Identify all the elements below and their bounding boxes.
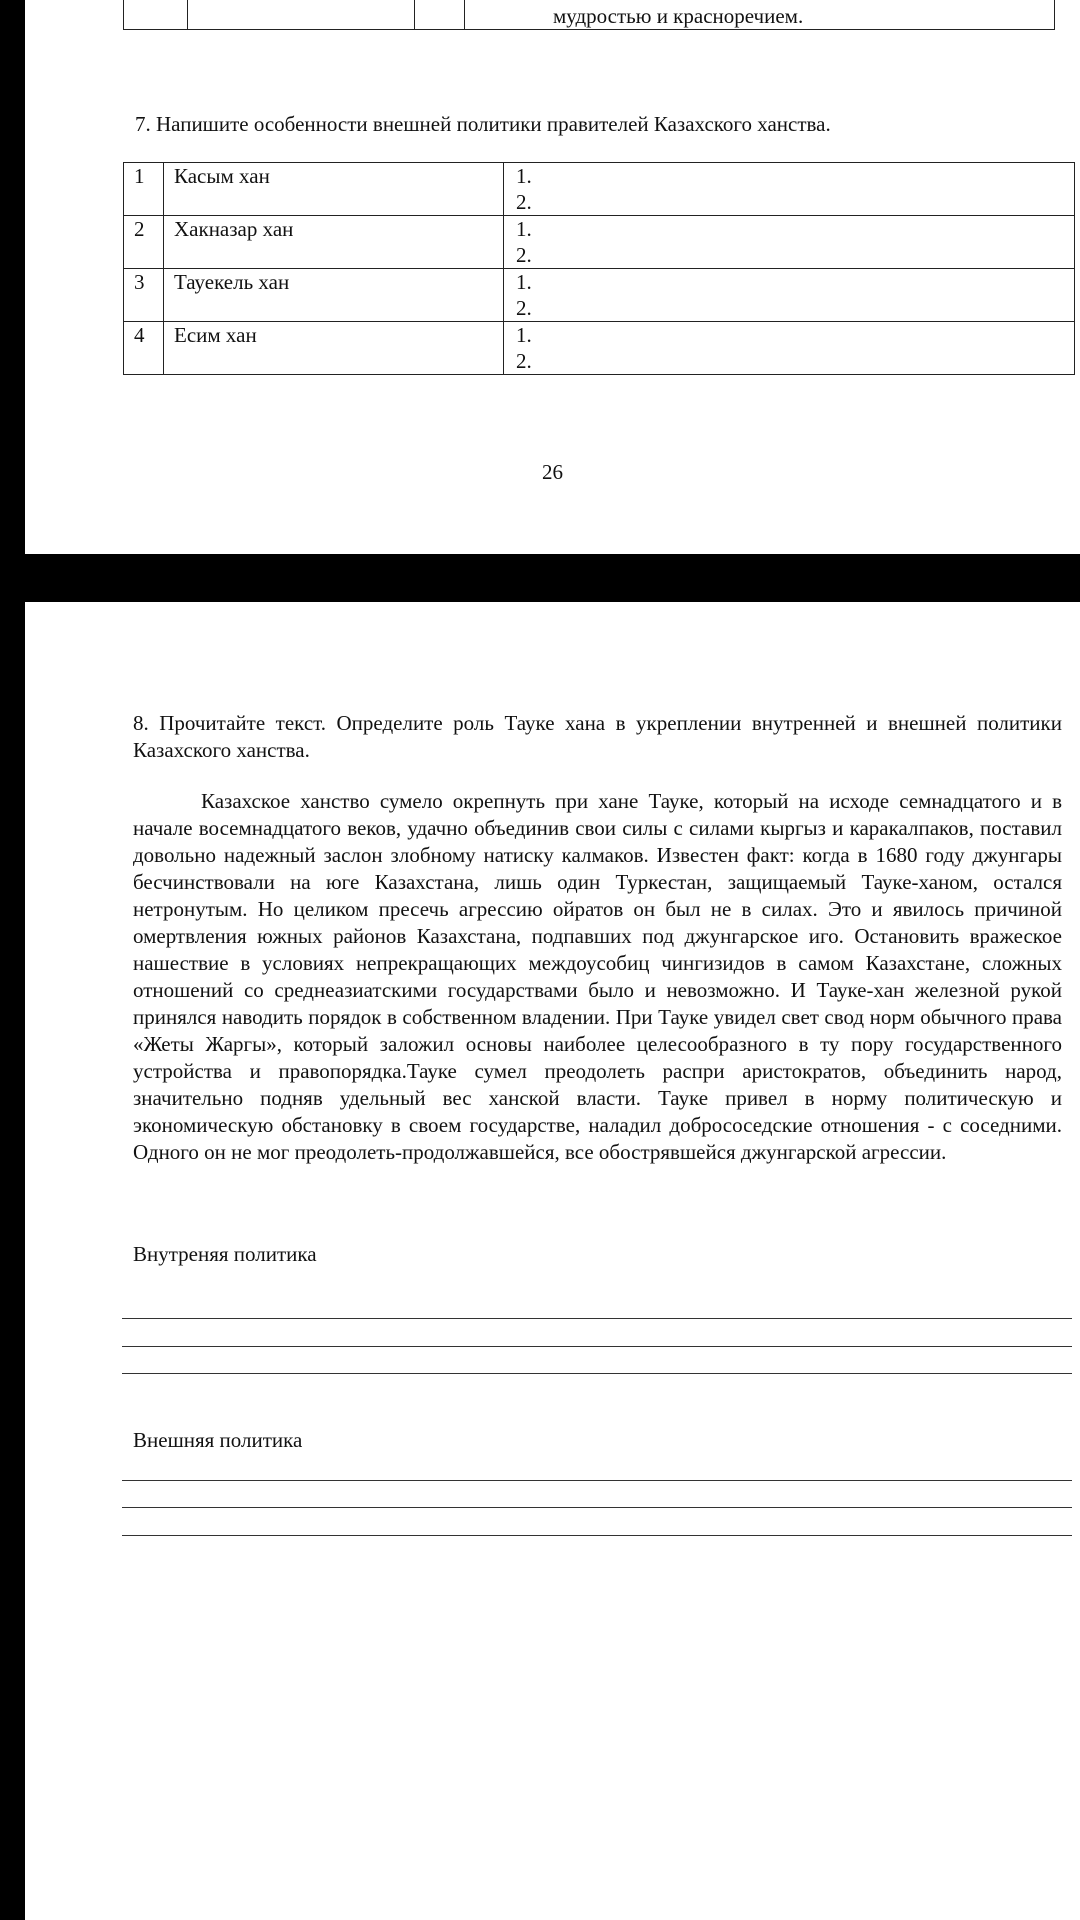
- question-8: 8. Прочитайте текст. Определите роль Тауке хана в укреплении внутренней и внешней политики Казахского ханства.: [133, 711, 1062, 762]
- question-7: 7. Напишите особенности внешней политики правителей Казахского ханства.: [135, 112, 831, 136]
- answer-cell: [504, 216, 1075, 269]
- row-number: 3: [124, 269, 164, 322]
- page-number: 26: [542, 460, 563, 484]
- row-number: 4: [124, 322, 164, 375]
- row-number: 2: [124, 216, 164, 269]
- row-number: 1: [124, 163, 164, 216]
- khan-name: Хакназар хан: [164, 216, 504, 269]
- khan-name: Тауекель хан: [164, 269, 504, 322]
- answer-line[interactable]: [122, 1318, 1072, 1319]
- bottom-page: [25, 602, 1080, 1920]
- answer-line[interactable]: [122, 1346, 1072, 1347]
- answer-item: 1.: [516, 164, 532, 188]
- answer-item: 1.: [516, 270, 532, 294]
- khans-table: [123, 162, 1075, 375]
- table-row: [124, 163, 1075, 216]
- answer-item: 2.: [516, 349, 532, 373]
- internal-policy-label: Внутреняя политика: [133, 1242, 317, 1266]
- top-page: [25, 0, 1080, 554]
- khan-name: Есим хан: [164, 322, 504, 375]
- answer-line[interactable]: [122, 1373, 1072, 1374]
- answer-line[interactable]: [122, 1535, 1072, 1536]
- table-row: [124, 269, 1075, 322]
- answer-item: 2.: [516, 190, 532, 214]
- table-divider: [187, 0, 188, 29]
- khan-name: Касым хан: [164, 163, 504, 216]
- answer-item: 2.: [516, 296, 532, 320]
- table-divider: [414, 0, 415, 29]
- answer-item: 2.: [516, 243, 532, 267]
- reading-text: Казахское ханство сумело окрепнуть при хане Тауке, который на исходе семнадцатого и в начале восемнадцатого веков, удачно объединив свои силы с силами кыргыз и каракалпаков, поставил довольно надежный заслон злобному натиску калмаков. Известен факт: когда в 1680 году джунгары бесчинствовали на юге Казахстана, лишь один Туркестан, защищаемый Тауке-ханом, остался нетронутым. Но целиком пресечь агрессию ойратов он был не в силах. Это и явилось причиной омертвления южных районов Казахстана, подпавших под джунгарское иго. Остановить вражеское нашествие в условиях непрекращающих междоусобиц чингизидов в самом Казахстане, сложных отношений со среднеазиатскими государствами было и невозможно. И Тауке-хан железной рукой принялся наводить порядок в собственном владении. При Тауке увидел свет свод норм обычного права «Жеты Жаргы», который заложил основы наиболее целесообразного в ту пору государственного устройства и правопорядка.Тауке сумел преодолеть распри аристократов, объединить народ, значительно подняв удельный вес ханской власти. Тауке привел в норму политическую и экономическую обстановку в своем государстве, наладил добрососедские отношения - с соседними. Одного он не мог преодолеть-продолжавшейся, все обострявшейся джунгарской агрессии.: [133, 789, 1062, 1164]
- answer-line[interactable]: [122, 1507, 1072, 1508]
- answer-item: 1.: [516, 217, 532, 241]
- table-divider: [464, 0, 465, 29]
- remnant-text: мудростью и красноречием.: [553, 4, 804, 28]
- external-policy-label: Внешняя политика: [133, 1428, 303, 1452]
- table-row: [124, 216, 1075, 269]
- answer-item: 1.: [516, 323, 532, 347]
- table-row: [124, 322, 1075, 375]
- answer-cell: [504, 269, 1075, 322]
- answer-line[interactable]: [122, 1480, 1072, 1481]
- answer-cell: [504, 322, 1075, 375]
- answer-cell: [504, 163, 1075, 216]
